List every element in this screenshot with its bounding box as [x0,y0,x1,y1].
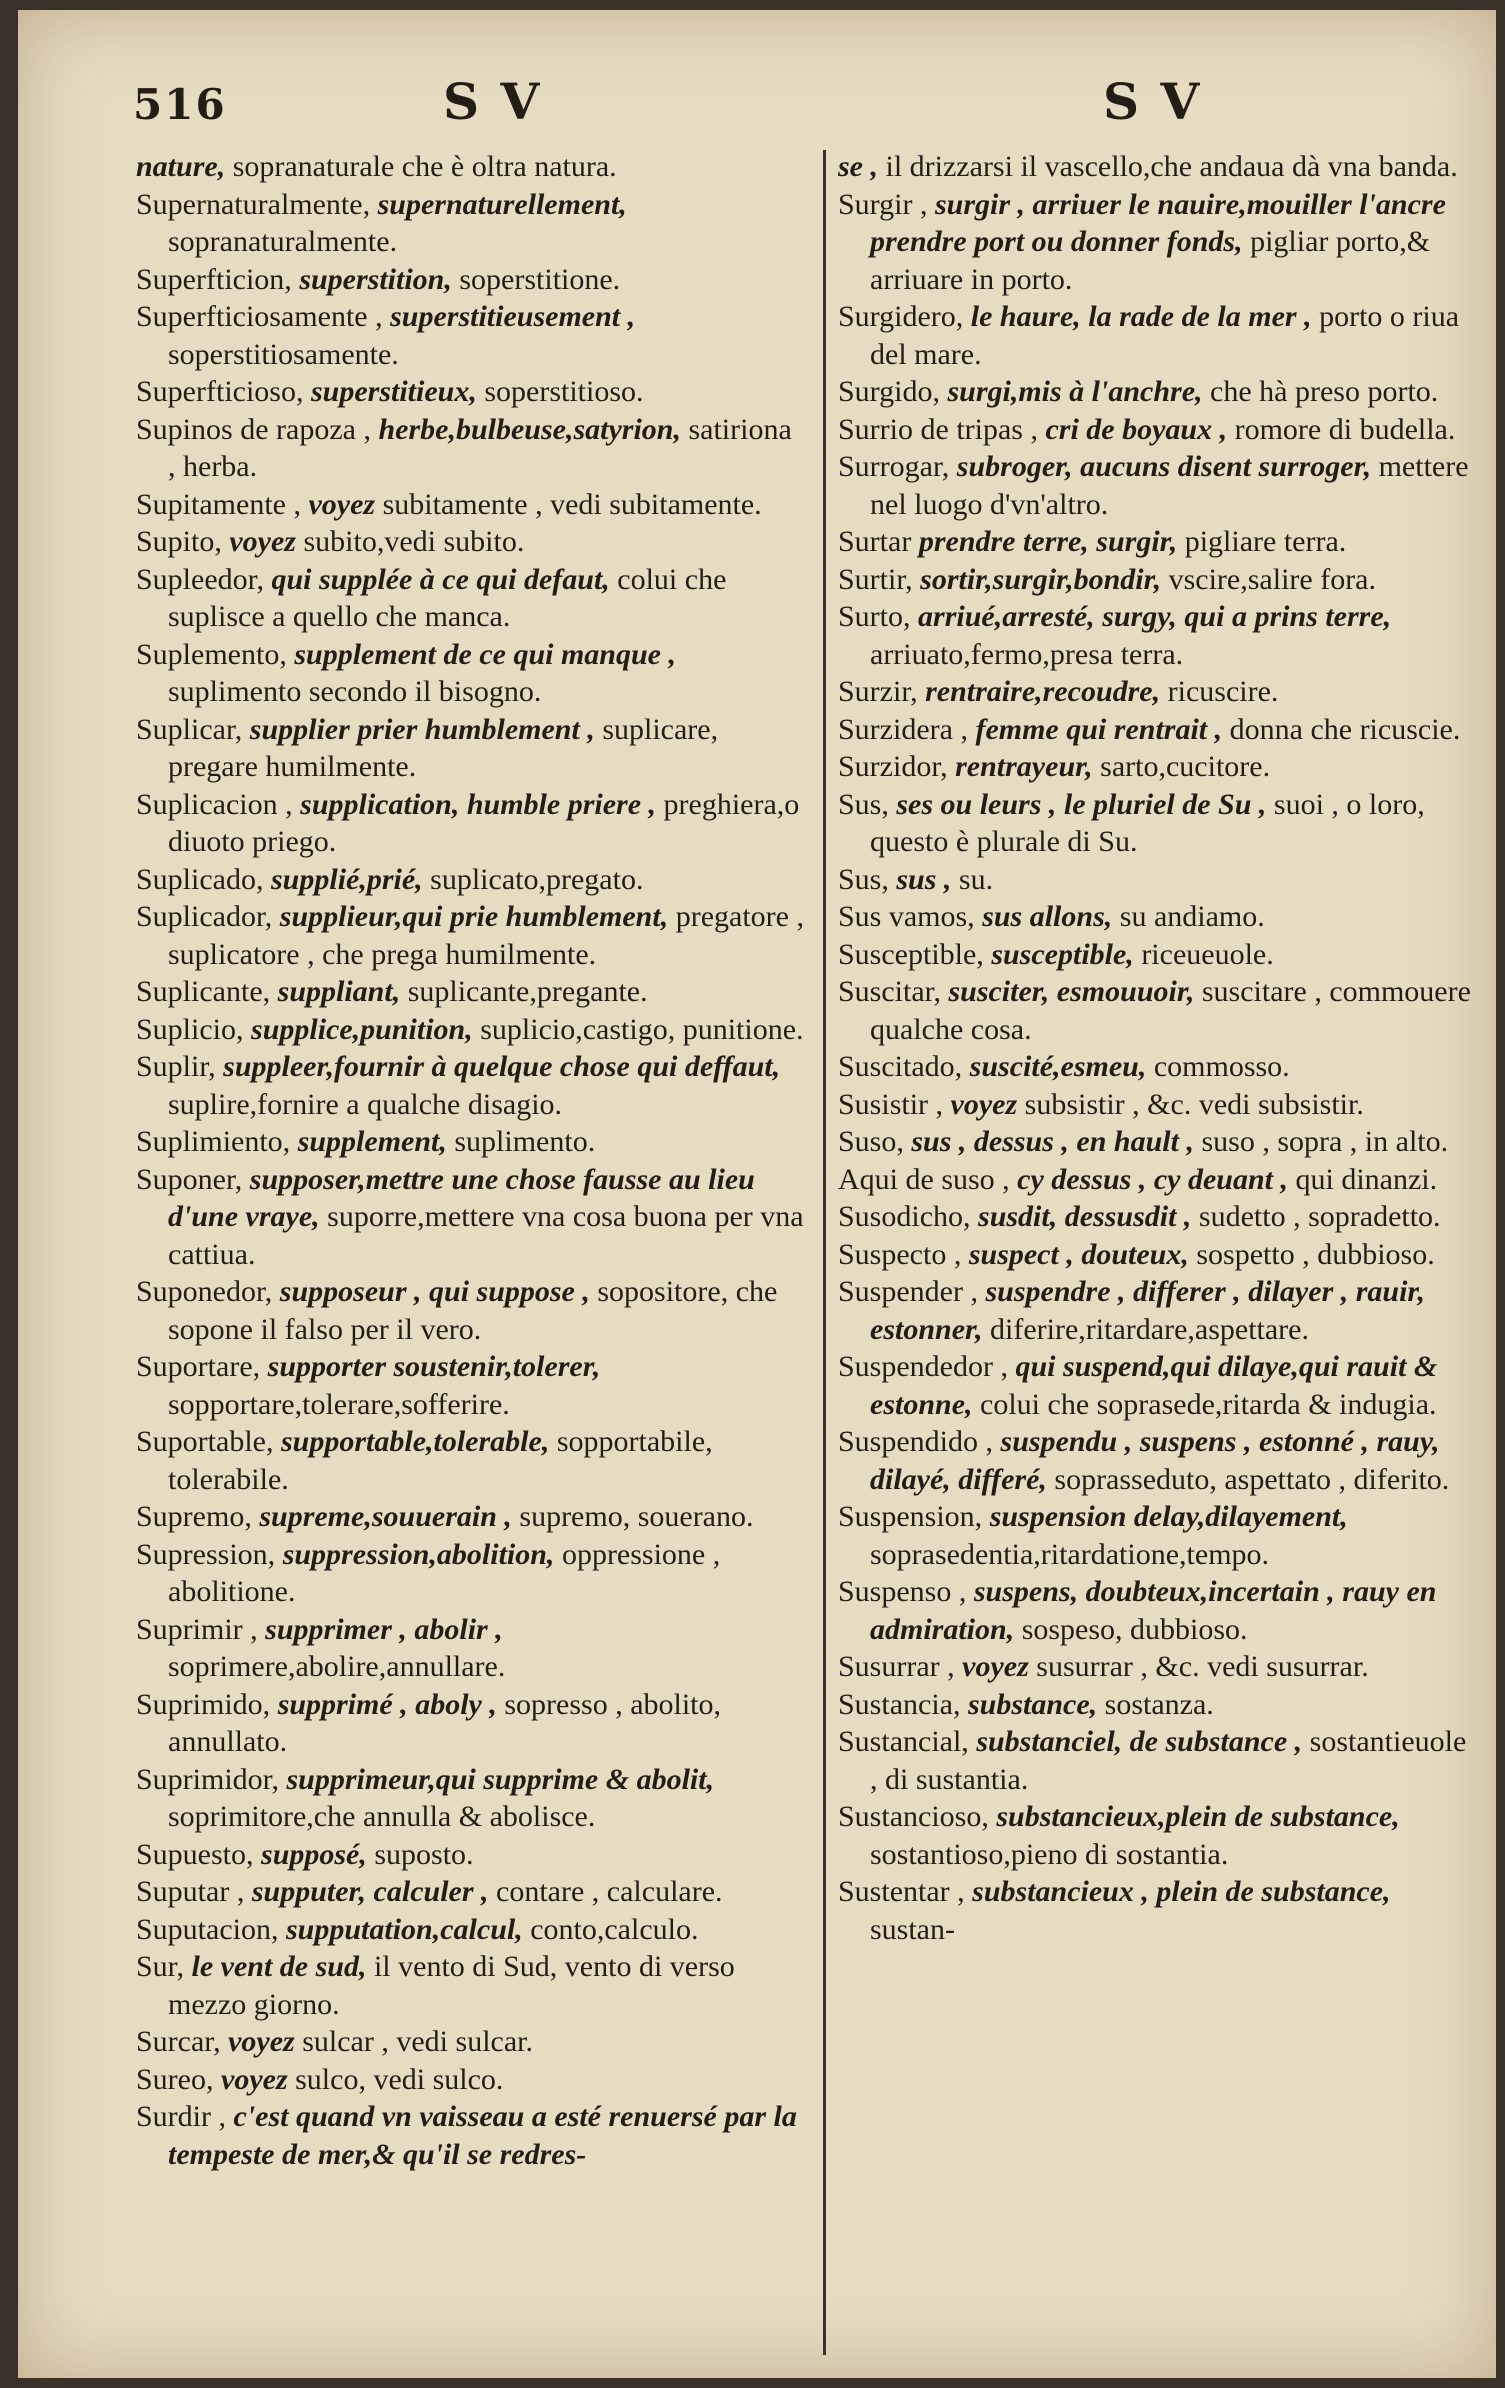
italian-gloss: riceueuole. [1141,937,1274,971]
italian-gloss: preghiera,o diuoto priego. [168,787,800,858]
dictionary-entry [136,973,806,1011]
italian-gloss: romore di budella. [1234,412,1456,446]
french-gloss: supprimer , abolir , [265,1612,503,1646]
french-gloss: susceptible, [991,937,1134,971]
headword: Suspecto , [838,1237,962,1271]
dictionary-entry [838,1648,1478,1686]
headword: Suprimido, [136,1687,271,1721]
dictionary-entry [838,373,1478,411]
dictionary-entry [838,298,1478,373]
italian-gloss: soprimitore,che annulla & abolisce. [168,1800,596,1833]
dictionary-entry [838,1198,1478,1236]
french-gloss: superstitieusement , [390,300,636,333]
french-gloss: voyez [229,525,296,558]
french-gloss: suspens, doubteux,incertain , rauy en admiration, [870,1575,1437,1646]
french-gloss: voyez [221,2062,288,2096]
french-gloss: voyez [228,2025,295,2058]
italian-gloss: sudetto , sopradetto. [1198,1200,1441,1233]
headword: Supleedor, [136,562,264,596]
headword: Susistir , [838,1087,944,1121]
french-gloss: suspect , douteux, [968,1237,1189,1271]
italian-gloss: soprasedentia,ritardatione,tempo. [870,1537,1270,1571]
french-gloss: supreme,souuerain , [259,1500,512,1533]
italian-gloss: pigliar porto,& arriuare in porto. [870,225,1431,296]
headword: Suportare, [136,1350,261,1383]
italian-gloss: contare , calculare. [496,1875,723,1908]
italian-gloss: il drizzarsi il vascello,che andaua dà vna banda. [885,150,1458,183]
headword: Surzir, [838,675,918,708]
italian-gloss: supremo, souerano. [519,1500,754,1533]
french-gloss: cri de boyaux , [1045,412,1228,446]
italian-gloss: che hà preso porto. [1210,375,1439,408]
headword: Suscitado, [838,1050,963,1083]
french-gloss: femme qui rentrait , [975,712,1223,746]
left-running-head: S V [443,72,542,131]
dictionary-entry [136,2061,806,2099]
headword: Superfticioso, [136,375,304,408]
italian-gloss: soperstitiosamente. [168,337,399,371]
french-gloss: supplier prier humblement , [249,712,595,746]
french-gloss: supernaturellement, [377,187,627,221]
french-gloss: suppleer,fournir à quelque chose qui deffaut, [223,1050,781,1083]
french-gloss: arriué,arresté, surgy, qui a prins terre, [918,600,1392,633]
italian-gloss: sulcar , vedi sulcar. [302,2025,533,2058]
headword: Surrio de tripas , [838,412,1038,446]
dictionary-entry [838,898,1478,936]
dictionary-entry [136,1011,806,1049]
dictionary-entry [136,1161,806,1274]
headword: Aqui de suso , [838,1162,1010,1196]
italian-gloss: suso , sopra , in alto. [1201,1125,1449,1158]
french-gloss: supplié,prié, [271,862,423,896]
french-gloss: susdit, dessusdit , [978,1200,1192,1233]
italian-gloss: sospeso, dubbioso. [1021,1612,1248,1646]
headword: Suprimidor, [136,1762,279,1796]
dictionary-entry [136,1423,806,1498]
dictionary-entry [136,898,806,973]
dictionary-entry [838,448,1478,523]
headword: Sustancia, [838,1687,961,1721]
headword: Supinos de rapoza , [136,412,371,446]
french-gloss: sus , [896,862,952,896]
french-gloss: suscité,esmeu, [969,1050,1147,1083]
headword: Susurrar , [838,1650,955,1683]
headword: Surzidor, [838,750,948,783]
dictionary-entry [136,1123,806,1161]
dictionary-entry [136,636,806,711]
headword: Sustancioso, [838,1800,989,1833]
headword: Suputacion, [136,1912,279,1946]
italian-gloss: soperstitione. [459,262,621,296]
headword: Suso, [838,1125,904,1158]
headword: Supito, [136,525,222,558]
italian-gloss: oppressione , abolitione. [168,1537,721,1608]
dictionary-entry [136,148,806,186]
french-gloss: substance, [967,1687,1098,1721]
headword: Surgidero, [838,300,964,333]
headword: Suplicado, [136,862,264,896]
dictionary-page [18,10,1496,2378]
italian-gloss: pregatore , suplicatore , che prega humilmente. [168,900,804,971]
dictionary-entry [136,261,806,299]
italian-gloss: subito,vedi subito. [303,525,525,558]
headword: Suplimiento, [136,1125,291,1158]
italian-gloss: sopranaturalmente. [168,225,398,258]
french-gloss: herbe,bulbeuse,satyrion, [378,412,681,446]
dictionary-entry [838,561,1478,599]
dictionary-entry [838,673,1478,711]
italian-gloss: suplimento. [454,1125,596,1158]
dictionary-entry [136,1911,806,1949]
french-gloss: cy dessus , cy deuant , [1017,1162,1288,1196]
italian-gloss: soperstitioso. [484,375,644,408]
dictionary-entry [136,486,806,524]
italian-gloss: suplicio,castigo, punitione. [480,1012,804,1046]
italian-gloss: sopositore, che sopone il falso per il vero. [168,1275,778,1346]
italian-gloss: il vento di Sud, vento di verso mezzo giorno. [168,1950,735,2021]
italian-gloss: conto,calculo. [530,1912,699,1946]
dictionary-entry [838,748,1478,786]
headword: Surzidera , [838,712,968,746]
dictionary-entry [136,2023,806,2061]
headword: Suspendido , [838,1425,994,1458]
headword: Superfticion, [136,262,292,296]
dictionary-entry [136,1836,806,1874]
headword: Suprimir , [136,1612,258,1646]
french-gloss: supposer,mettre une chose fausse au lieu d'une vraye, [168,1162,755,1233]
italian-gloss: ricuscire. [1167,675,1279,708]
right-column [838,148,1478,1948]
italian-gloss: sostantioso,pieno di sostantia. [870,1837,1229,1871]
dictionary-entry [838,1086,1478,1124]
dictionary-entry [136,411,806,486]
headword: Sustentar , [838,1875,965,1908]
italian-gloss: arriuato,fermo,presa terra. [870,637,1184,671]
dictionary-entry [838,1123,1478,1161]
french-gloss: suspendre , differer , dilayer , rauir, estonner, [870,1275,1425,1346]
dictionary-entry [136,186,806,261]
headword: Supression, [136,1537,276,1571]
column-divider [823,150,826,2355]
french-gloss: susciter, esmouuoir, [948,975,1195,1008]
dictionary-entry [838,1873,1478,1948]
dictionary-entry [838,1423,1478,1498]
italian-gloss: sopresso , abolito, annullato. [168,1687,722,1758]
italian-gloss: colui che soprasede,ritarda & indugia. [980,1387,1437,1421]
italian-gloss: sostanza. [1104,1687,1214,1721]
french-gloss: qui supplée à ce qui defaut, [271,562,610,596]
french-gloss: supplieur,qui prie humblement, [279,900,669,933]
headword: Surtar [838,525,912,558]
italian-gloss: vscire,salire fora. [1168,562,1377,596]
italian-gloss: mettere nel luogo d'vn'altro. [870,450,1469,521]
headword: Suspender , [838,1275,978,1308]
dictionary-entry [136,1348,806,1423]
french-gloss: supputation,calcul, [286,1912,523,1946]
french-gloss: voyez [950,1087,1018,1121]
french-gloss: rentraire,recoudre, [925,675,1161,708]
dictionary-entry [838,1573,1478,1648]
dictionary-entry [136,1761,806,1836]
french-gloss: voyez [962,1650,1029,1683]
dictionary-entry [838,1048,1478,1086]
headword: Suputar , [136,1875,245,1908]
dictionary-entry [838,186,1478,299]
headword: Suspension, [838,1500,983,1533]
headword: Surtir, [838,562,913,596]
headword: Suplir, [136,1050,216,1083]
dictionary-entry [136,1873,806,1911]
headword: Suspenso , [838,1575,967,1608]
headword: Sustancial, [838,1725,969,1758]
headword: Suportable, [136,1425,274,1458]
french-gloss: superstition, [299,262,452,296]
italian-gloss: sarto,cucitore. [1100,750,1271,783]
dictionary-entry [136,711,806,786]
dictionary-entry [136,523,806,561]
headword: Suplicador, [136,900,273,933]
headword: Sus vamos, [838,900,975,933]
dictionary-entry [838,1348,1478,1423]
italian-gloss: satiriona , herba. [168,412,792,483]
french-gloss: voyez [308,487,376,521]
italian-gloss: suplicante,pregante. [407,975,648,1008]
dictionary-entry [838,936,1478,974]
dictionary-entry [136,1536,806,1611]
headword: Suscitar, [838,975,941,1008]
italian-gloss: suplire,fornire a qualche disagio. [168,1087,563,1121]
italian-gloss: suplimento secondo il bisogno. [168,675,542,708]
headword: Supuesto, [136,1837,254,1871]
french-gloss: supporter soustenir,tolerer, [267,1350,601,1383]
dictionary-entry [838,598,1478,673]
french-gloss: le vent de sud, [191,1950,367,1983]
french-gloss: supportable,tolerable, [280,1425,550,1458]
headword: Suplicar, [136,712,243,746]
headword: Suplicio, [136,1012,244,1046]
dictionary-entry [838,1498,1478,1573]
dictionary-entry [838,973,1478,1048]
italian-gloss: suposto. [374,1837,474,1871]
dictionary-entry [838,1161,1478,1199]
french-gloss: ses ou leurs , le pluriel de Su , [896,787,1267,821]
headword: Suponer, [136,1162,243,1196]
french-gloss: supplice,punition, [251,1012,473,1046]
italian-gloss: sospetto , dubbioso. [1196,1237,1435,1271]
italian-gloss: soprasseduto, aspettato , diferito. [1054,1462,1450,1496]
headword: Surto, [838,600,911,633]
headword: Supremo, [136,1500,252,1533]
dictionary-entry [136,2098,806,2173]
italian-gloss: suscitare , commouere qualche cosa. [870,975,1471,1046]
french-gloss: supputer, calculer , [251,1875,489,1908]
french-gloss: subroger, aucuns disent surroger, [956,450,1372,483]
french-gloss: substancieux,plein de substance, [996,1800,1400,1833]
italian-gloss: donna che ricuscie. [1229,712,1461,746]
headword: Surgido, [838,375,940,408]
french-gloss: suppliant, [277,975,401,1008]
italian-gloss: subitamente , vedi subitamente. [382,487,762,521]
headword: Sur, [136,1950,184,1983]
italian-gloss: su. [958,862,994,896]
italian-gloss: sopranaturale che è oltra natura. [232,150,617,183]
italian-gloss: commosso. [1153,1050,1290,1083]
french-gloss: qui suspend,qui dilaye,qui rauit & estonne, [870,1350,1438,1421]
french-gloss: c'est quand vn vaisseau a esté renuersé par la tempeste de mer,& qu'il se redres- [168,2100,797,2171]
french-gloss: sortir,surgir,bondir, [920,562,1162,596]
italian-gloss: colui che suplisce a quello che manca. [168,562,727,633]
headword: Suplemento, [136,637,287,671]
french-gloss: supplication, humble priere , [300,787,657,821]
headword: Suspendedor , [838,1350,1008,1383]
dictionary-entry [136,373,806,411]
headword: Supernaturalmente, [136,187,371,221]
french-gloss: sus allons, [982,900,1113,933]
dictionary-entry [136,298,806,373]
italian-gloss: susurrar , &c. vedi susurrar. [1036,1650,1369,1683]
dictionary-entry [838,411,1478,449]
headword: Suplicacion , [136,787,293,821]
dictionary-entry [136,1498,806,1536]
dictionary-entry [838,711,1478,749]
french-gloss: prendre terre, surgir, [918,525,1178,558]
headword: Surgir , [838,187,928,221]
italian-gloss: subsistir , &c. vedi subsistir. [1024,1087,1364,1121]
french-gloss: se , [838,150,878,183]
french-gloss: substanciel, de substance , [976,1725,1303,1758]
dictionary-entry [838,1236,1478,1274]
dictionary-entry [136,1686,806,1761]
headword: Susodicho, [838,1200,971,1233]
french-gloss: substancieux , plein de substance, [972,1875,1391,1908]
italian-gloss: sopportabile, tolerabile. [168,1425,713,1496]
french-gloss: rentrayeur, [955,750,1093,783]
headword: Susceptible, [838,937,984,971]
french-gloss: surgir , arriuer le nauire,mouiller l'ancre prendre port ou donner fonds, [870,187,1446,258]
italian-gloss: su andiamo. [1119,900,1265,933]
dictionary-entry [838,861,1478,899]
french-gloss: superstitieux, [310,375,477,408]
french-gloss: supplement de ce qui manque , [294,637,676,671]
dictionary-entry [838,523,1478,561]
dictionary-entry [136,561,806,636]
italian-gloss: suplicato,pregato. [430,862,644,896]
headword: Sus, [838,862,889,896]
french-gloss: suppression,abolition, [282,1537,555,1571]
dictionary-entry [136,786,806,861]
dictionary-entry [136,1948,806,2023]
dictionary-entry [838,786,1478,861]
page-number: 516 [133,80,227,129]
italian-gloss: qui dinanzi. [1295,1162,1438,1196]
headword: Supitamente , [136,487,301,521]
dictionary-entry [838,148,1478,186]
dictionary-entry [838,1273,1478,1348]
headword: Surrogar, [838,450,950,483]
french-gloss: supposeur , qui suppose , [279,1275,590,1308]
french-gloss: supplement, [297,1125,447,1158]
dictionary-entry [838,1686,1478,1724]
headword: Surdir , [136,2100,226,2133]
headword: Suplicante, [136,975,271,1008]
italian-gloss: porto o riua del mare. [870,300,1460,371]
left-column [136,148,806,2173]
headword: Superfticiosamente , [136,300,383,333]
dictionary-entry [838,1723,1478,1798]
italian-gloss: sopportare,tolerare,sofferire. [168,1387,510,1421]
headword: Suponedor, [136,1275,273,1308]
dictionary-entry [136,1273,806,1348]
italian-gloss: sustan- [870,1912,955,1946]
dictionary-entry [838,1798,1478,1873]
italian-gloss: suoi , o loro, questo è plurale di Su. [870,787,1425,858]
french-gloss: le haure, la rade de la mer , [970,300,1312,333]
french-gloss: suspendu , suspens , estonné , rauy, dilayé, differé, [870,1425,1440,1496]
italian-gloss: soprimere,abolire,annullare. [168,1650,506,1683]
french-gloss: nature, [136,150,226,183]
italian-gloss: sulco, vedi sulco. [295,2062,504,2096]
italian-gloss: suporre,mettere vna cosa buona per vna cattiua. [168,1200,804,1271]
italian-gloss: sostantieuole , di sustantia. [870,1725,1467,1796]
headword: Sureo, [136,2062,214,2096]
italian-gloss: pigliare terra. [1184,525,1347,558]
italian-gloss: diferire,ritardare,aspettare. [990,1312,1309,1346]
dictionary-entry [136,861,806,899]
french-gloss: supprimé , aboly , [277,1687,497,1721]
dictionary-entry [136,1611,806,1686]
right-running-head: S V [1103,72,1202,131]
french-gloss: suspension delay,dilayement, [989,1500,1348,1533]
italian-gloss: suplicare, pregare humilmente. [168,712,719,783]
french-gloss: surgi,mis à l'anchre, [947,375,1203,408]
dictionary-entry [136,1048,806,1123]
french-gloss: supprimeur,qui supprime & abolit, [286,1762,715,1796]
headword: Sus, [838,787,889,821]
french-gloss: supposé, [261,1837,367,1871]
headword: Surcar, [136,2025,221,2058]
french-gloss: sus , dessus , en hault , [911,1125,1194,1158]
